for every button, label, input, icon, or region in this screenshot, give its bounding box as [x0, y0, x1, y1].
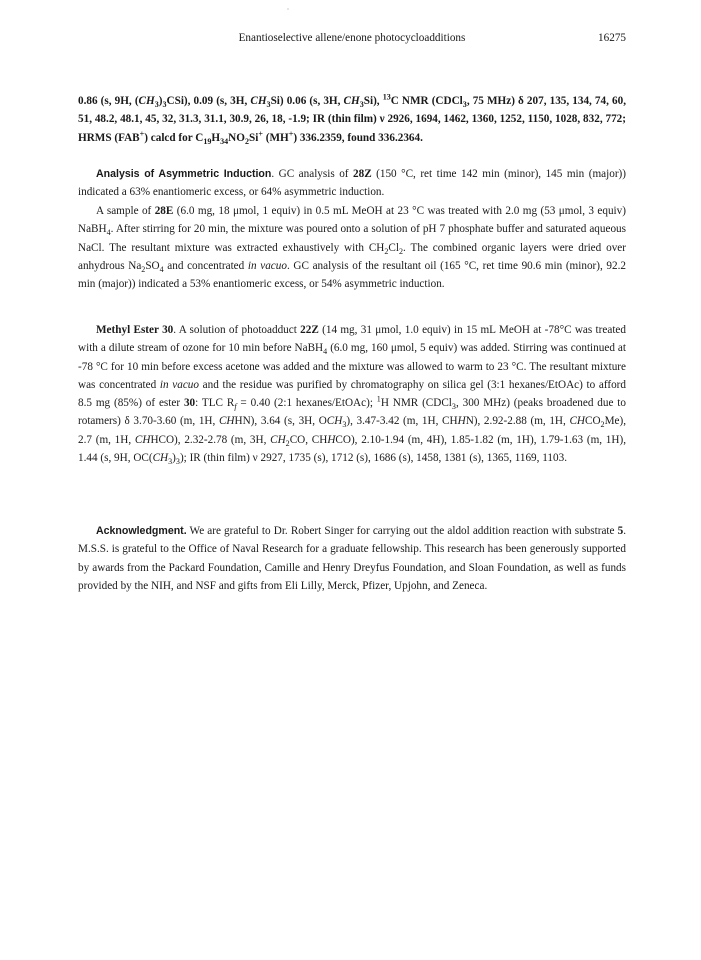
text-run: 3 — [462, 100, 467, 110]
acknowledgment-paragraph — [78, 522, 626, 595]
text-run: CO), 2.10-1.94 (m, 4H), 1.85-1.82 (m, 1H), 1.79-1.63 (m, 1H), 1.44 (s, 9H, OC( — [78, 433, 626, 465]
text-run: . A solution of photoadduct — [173, 324, 301, 336]
text-run: (MH — [262, 131, 289, 144]
text-run: 3 — [162, 100, 167, 110]
text-run: , 300 MHz) (peaks broadened due to rotamers) δ 3.70-3.60 (m, 1H, — [78, 397, 626, 428]
text-run: ) 336.2359, found 336.2364. — [293, 131, 423, 144]
text-run: Si), — [363, 95, 383, 107]
text-run: We are grateful to Dr. Robert Singer for carrying out the aldol addition reaction with substrate — [186, 525, 618, 537]
text-run: Me), 2.7 (m, 1H, — [78, 415, 627, 446]
text-run: C NMR (CDCl — [390, 95, 463, 107]
text-run: Cl — [388, 241, 399, 254]
text-run: ) calcd for C — [144, 131, 204, 144]
text-run: 3 — [451, 402, 456, 412]
text-run: 4 — [159, 265, 164, 275]
text-run: 4 — [106, 228, 111, 238]
text-run: H — [211, 131, 221, 144]
text-run: + — [288, 128, 294, 138]
text-run: CH — [343, 95, 360, 107]
text-run: in vacuo — [159, 378, 199, 391]
text-run: 2 — [384, 246, 389, 256]
text-run: . After stirring for 20 min, the mixture was poured onto a solution of pH 7 phosphate buffer and saturated aqueous NaCl. The resultant mixture was extracted exhaustively with CH — [78, 223, 626, 254]
text-run: (150 °C, ret time 142 min (minor), 145 min (major)) indicated a 63% enantiomeric excess, or 64% asymmetric induction. — [78, 168, 626, 199]
text-run: 3 — [175, 457, 180, 467]
text-run: + — [258, 128, 263, 138]
text-run: N), 2.92-2.88 (m, 1H, — [465, 415, 570, 428]
text-run: ) — [158, 95, 163, 107]
text-run: 3 — [359, 100, 364, 110]
text-run: CH — [218, 415, 235, 428]
text-run: f — [234, 402, 237, 412]
text-run: HN), 3.64 (s, 3H, O — [234, 415, 327, 428]
text-run: (6.0 mg, 18 μmol, 1 equiv) in 0.5 mL MeOH at 23 °C was treated with 2.0 mg (53 μmol, 3 equiv) NaBH — [78, 205, 626, 236]
text-run: and the residue was purified by chromatography on silica gel (3:1 hexanes/EtOAc) to afford 8.5 mg (85%) of ester — [78, 378, 627, 410]
sodium-borohydride-paragraph — [78, 202, 626, 293]
text-run: CH — [569, 415, 585, 428]
text-run: in vacuo — [247, 259, 287, 272]
text-run: 22Z — [300, 324, 319, 336]
text-run: : TLC R — [195, 397, 235, 410]
text-run: 2 — [285, 439, 290, 449]
text-run: 13 — [382, 92, 391, 102]
text-run: H — [327, 433, 336, 446]
text-run: CO, CH — [289, 433, 328, 446]
text-run: CH — [270, 433, 286, 446]
text-run: 0.86 (s, 9H, ( — [78, 95, 139, 107]
text-run: (14 mg, 31 μmol, 1.0 equiv) in 15 mL MeOH at -78°C was treated with a dilute stream of ozone for 10 min before NaBH — [78, 324, 626, 355]
text-run: 2 — [600, 420, 605, 430]
text-run: 3 — [342, 420, 347, 430]
text-run: HCO), 2.32-2.78 (m, 3H, — [150, 433, 271, 446]
text-run: 1 — [376, 394, 381, 404]
text-run: ) — [172, 452, 176, 465]
text-run: and concentrated — [163, 259, 248, 272]
text-run: Si) 0.06 (s, 3H, — [270, 95, 344, 107]
text-run: 28Z — [353, 168, 372, 180]
text-run: ), 3.47-3.42 (m, 1H, CH — [346, 415, 458, 428]
text-run: . The combined organic layers were dried over anhydrous Na — [78, 241, 626, 272]
text-run: 3 — [266, 100, 271, 110]
text-run: CH — [326, 415, 343, 428]
text-run: 3 — [154, 100, 159, 110]
page-number: 16275 — [598, 32, 626, 44]
scan-speck — [287, 8, 289, 10]
text-run: CSi), 0.09 (s, 3H, — [166, 95, 251, 107]
text-run: Acknowledgment. — [96, 525, 187, 537]
page-header — [78, 32, 626, 48]
text-run: 5 — [617, 525, 624, 537]
text-run: Si — [248, 131, 259, 144]
text-run: 2 — [141, 265, 146, 275]
text-run: 19 — [203, 136, 212, 146]
text-run: 3 — [168, 457, 173, 467]
text-run: , 75 MHz) δ 207, 135, 134, 74, 60, 51, 48.2, 48.1, 45, 32, 31.3, 31.1, 30.9, 26, 18, -1.9; IR (thin film) ν 2926, 1694, 1462, 1360, 1252, 1150, 1028, 832, 772; HRMS (FAB — [78, 95, 626, 144]
methyl-ester-paragraph — [78, 321, 626, 467]
text-run: 28E — [154, 205, 174, 217]
text-run: 30 — [183, 397, 196, 410]
text-run: = 0.40 (2:1 hexanes/EtOAc); — [236, 397, 377, 410]
text-run: A sample of — [96, 205, 155, 217]
text-run: CH — [138, 95, 155, 107]
text-run: CH — [152, 452, 169, 465]
text-run: CH — [134, 433, 151, 446]
text-run: 34 — [220, 136, 229, 146]
text-run: 2 — [399, 246, 404, 256]
text-run: 2 — [244, 136, 249, 146]
text-run: CO — [585, 415, 601, 428]
text-run: Analysis of Asymmetric Induction — [96, 168, 272, 180]
text-run: + — [139, 128, 145, 138]
text-run: . M.S.S. is grateful to the Office of Naval Research for a graduate fellowship. This research has been generously supported by awards from the Packard Foundation, Camille and Henry Dreyfus Foundation, and Sloan Foundation, as well as funds provided by the NIH, and NSF and gifts from Eli Lilly, Merck, Pfizer, Upjohn, and Zeneca. — [78, 525, 626, 592]
text-run: Methyl Ester 30 — [96, 324, 174, 336]
text-run: H — [457, 415, 466, 428]
text-run: (6.0 mg, 160 μmol, 5 equiv) was added. Stirring was continued at -78 °C for 10 min before excess acetone was added and the mixture was allowed to warm to 23 °C. The resultant mixture was concentrated — [78, 342, 626, 391]
text-run: ); IR (thin film) ν 2927, 1735 (s), 1712 (s), 1686 (s), 1458, 1381 (s), 1365, 1169, 1103. — [179, 452, 567, 465]
text-run: 4 — [323, 347, 328, 357]
characterization-continued — [78, 92, 626, 147]
asymmetric-induction-paragraph — [78, 165, 626, 202]
text-run: CH — [250, 95, 267, 107]
text-run: NO — [228, 131, 245, 144]
text-run: SO — [145, 259, 160, 272]
text-run: . GC analysis of the resultant oil (165 °C, ret time 90.6 min (minor), 92.2 min (major)) indicated a 53% enantiomeric excess, or 54% asymmetric induction. — [78, 259, 627, 291]
text-run: H NMR (CDCl — [380, 397, 452, 410]
text-run: . GC analysis of — [271, 168, 353, 180]
running-title: Enantioselective allene/enone photocycloadditions — [238, 32, 466, 44]
